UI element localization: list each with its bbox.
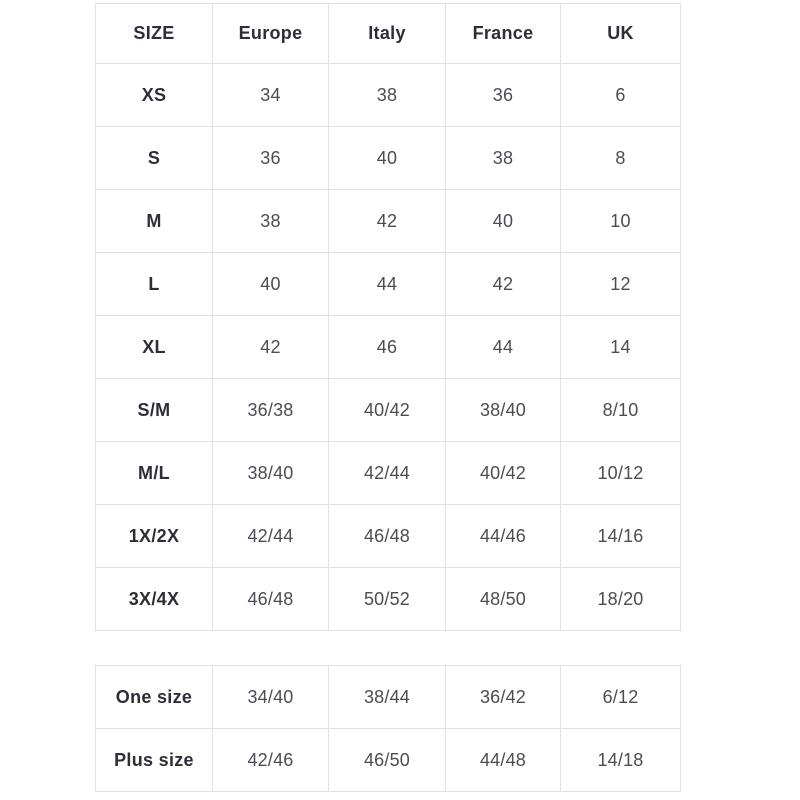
size-value: 8/10: [561, 379, 681, 442]
row-label: Plus size: [96, 729, 213, 792]
row-label: L: [96, 253, 213, 316]
size-value: 38/44: [329, 666, 446, 729]
size-value: 10: [561, 190, 681, 253]
size-value: 40: [446, 190, 561, 253]
size-value: 42/46: [213, 729, 329, 792]
size-value: 42: [329, 190, 446, 253]
row-label: XS: [96, 64, 213, 127]
table-row-s: [96, 127, 681, 190]
table-row-m: [96, 190, 681, 253]
size-value: 38: [213, 190, 329, 253]
special-sizes-table: [95, 665, 681, 792]
row-label: M: [96, 190, 213, 253]
table-row-plus-size: [96, 729, 681, 792]
size-value: 42: [213, 316, 329, 379]
row-label: 1X/2X: [96, 505, 213, 568]
table-header-row: [96, 4, 681, 64]
table-row-3x-4x: [96, 568, 681, 631]
size-value: 42/44: [213, 505, 329, 568]
size-value: 44/46: [446, 505, 561, 568]
table-header: [96, 4, 681, 64]
table-row-1x-2x: [96, 505, 681, 568]
size-value: 38: [329, 64, 446, 127]
size-value: 8: [561, 127, 681, 190]
size-value: 38/40: [213, 442, 329, 505]
size-value: 48/50: [446, 568, 561, 631]
table-body: [96, 64, 681, 631]
table-row-xs: [96, 64, 681, 127]
table-row-one-size: [96, 666, 681, 729]
size-value: 42/44: [329, 442, 446, 505]
table-row-m-l: [96, 442, 681, 505]
row-label: S: [96, 127, 213, 190]
size-value: 14/16: [561, 505, 681, 568]
column-header-europe: Europe: [213, 4, 329, 64]
size-value: 10/12: [561, 442, 681, 505]
row-label: XL: [96, 316, 213, 379]
size-value: 14/18: [561, 729, 681, 792]
size-value: 36: [213, 127, 329, 190]
table-row-s-m: [96, 379, 681, 442]
size-value: 40/42: [446, 442, 561, 505]
size-value: 38/40: [446, 379, 561, 442]
column-header-size: SIZE: [96, 4, 213, 64]
size-value: 34: [213, 64, 329, 127]
table-row-l: [96, 253, 681, 316]
size-value: 36: [446, 64, 561, 127]
size-value: 34/40: [213, 666, 329, 729]
size-value: 36/38: [213, 379, 329, 442]
column-header-france: France: [446, 4, 561, 64]
size-value: 38: [446, 127, 561, 190]
size-value: 6/12: [561, 666, 681, 729]
size-value: 14: [561, 316, 681, 379]
column-header-uk: UK: [561, 4, 681, 64]
row-label: 3X/4X: [96, 568, 213, 631]
size-value: 46/48: [213, 568, 329, 631]
size-conversion-table: [95, 3, 681, 631]
size-value: 6: [561, 64, 681, 127]
size-value: 46/50: [329, 729, 446, 792]
size-value: 36/42: [446, 666, 561, 729]
row-label: S/M: [96, 379, 213, 442]
size-value: 44/48: [446, 729, 561, 792]
row-label: One size: [96, 666, 213, 729]
table-row-xl: [96, 316, 681, 379]
size-value: 46/48: [329, 505, 446, 568]
size-value: 12: [561, 253, 681, 316]
size-value: 46: [329, 316, 446, 379]
size-value: 40/42: [329, 379, 446, 442]
row-label: M/L: [96, 442, 213, 505]
size-value: 50/52: [329, 568, 446, 631]
size-value: 40: [329, 127, 446, 190]
size-value: 40: [213, 253, 329, 316]
size-value: 44: [446, 316, 561, 379]
size-value: 44: [329, 253, 446, 316]
table-body: [96, 666, 681, 792]
size-value: 18/20: [561, 568, 681, 631]
column-header-italy: Italy: [329, 4, 446, 64]
size-value: 42: [446, 253, 561, 316]
